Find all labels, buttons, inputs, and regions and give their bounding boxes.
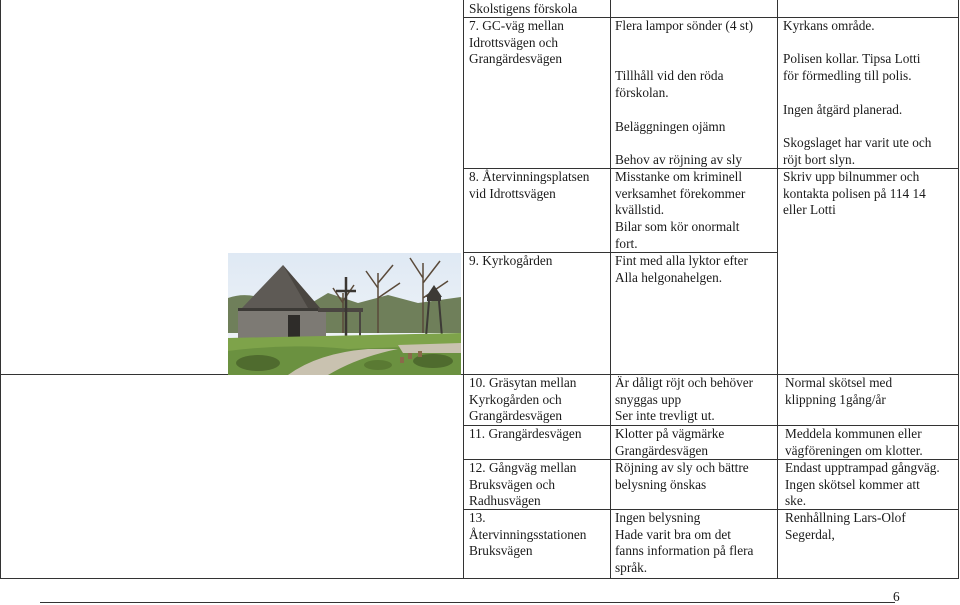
issue-11: Klotter på vägmärke Grangärdesvägen <box>615 426 725 458</box>
place-8: 8. Återvinningsplatsen vid Idrottsvägen <box>469 169 590 201</box>
issue-7-pavement: Beläggningen ojämn <box>615 119 726 134</box>
action-7-none: Ingen åtgärd planerad. <box>783 102 903 117</box>
issue-7-hangout: Tillhåll vid den röda förskolan. <box>615 68 724 100</box>
issue-13: Ingen belysning Hade varit bra om det fanns information på flera språk. <box>615 510 754 575</box>
outer-border-left <box>0 0 1 579</box>
action-13: Renhållning Lars-Olof Segerdal, <box>785 510 906 542</box>
table-border-left <box>463 0 464 579</box>
place-13: 13. Återvinningsstationen Bruksvägen <box>469 510 587 558</box>
action-8-report: Skriv upp bilnummer och kontakta polisen på 114 14 eller Lotti <box>783 169 926 217</box>
header-fragment: Skolstigens förskola <box>469 1 578 16</box>
issue-8-crime: Misstanke om kriminell verksamhet förekommer kvällstid. <box>615 169 746 217</box>
table-bottom <box>0 578 959 579</box>
action-12: Endast upptrampad gångväg. Ingen skötsel kommer att ske. <box>785 460 940 508</box>
column-divider-1 <box>610 0 611 579</box>
table-border-right <box>958 0 959 579</box>
issue-7-clearing: Behov av röjning av sly <box>615 152 743 167</box>
issue-9-lanterns: Fint med alla lyktor efter Alla helgonahelgen. <box>615 253 748 285</box>
page-number: 6 <box>893 589 900 604</box>
action-7-police: Polisen kollar. Tipsa Lotti för förmedling till polis. <box>783 51 921 83</box>
issue-8-speed: Bilar som kör onormalt fort. <box>615 219 740 251</box>
action-10: Normal skötsel med klippning 1gång/år <box>785 375 893 407</box>
place-12: 12. Gångväg mellan Bruksvägen och Radhusvägen <box>469 460 577 508</box>
place-7: 7. GC-väg mellan Idrottsvägen och Grangärdesvägen <box>469 18 564 66</box>
issue-12: Röjning av sly och bättre belysning önskas <box>615 460 749 492</box>
footer-rule <box>40 602 895 603</box>
issue-10: Är dåligt röjt och behöver snyggas upp Ser inte trevligt ut. <box>615 375 754 423</box>
churchyard-photo <box>228 253 461 375</box>
column-divider-2 <box>777 0 778 579</box>
place-10: 10. Gräsytan mellan Kyrkogården och Grangärdesvägen <box>469 375 577 423</box>
action-7-forest: Skogslaget har varit ute och röjt bort slyn. <box>783 135 932 167</box>
place-11: 11. Grangärdesvägen <box>469 426 582 441</box>
issue-7-lamps: Flera lampor sönder (4 st) <box>615 18 754 33</box>
action-11: Meddela kommunen eller vägföreningen om klotter. <box>785 426 923 458</box>
place-9: 9. Kyrkogården <box>469 253 553 268</box>
action-7-church: Kyrkans område. <box>783 18 875 33</box>
